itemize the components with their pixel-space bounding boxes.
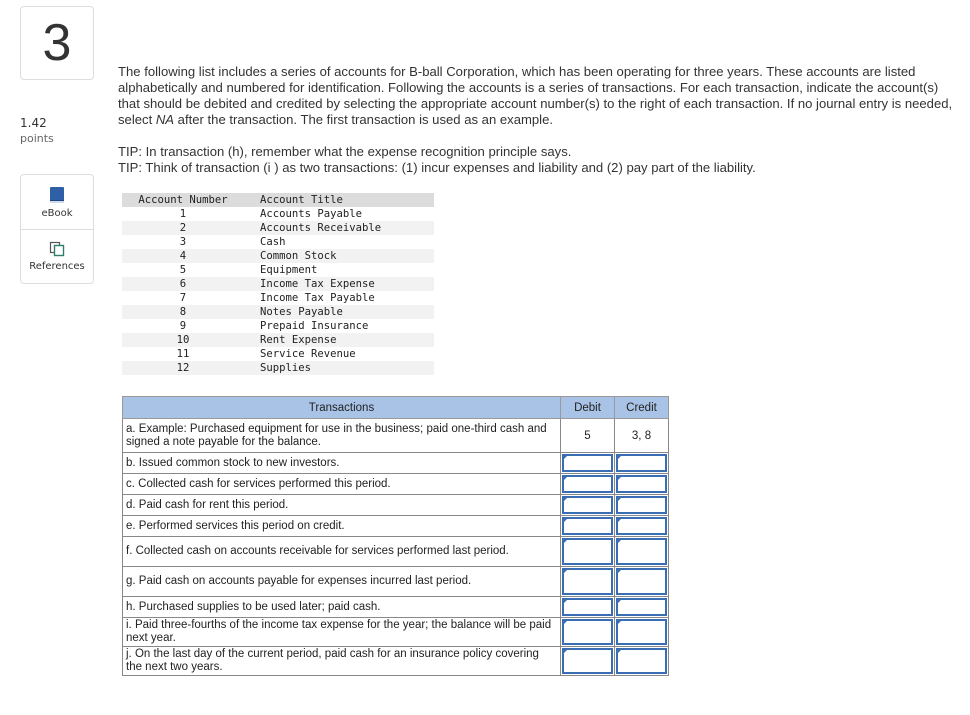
credit-select-h[interactable] (616, 598, 667, 616)
credit-cell (615, 495, 669, 516)
account-title: Income Tax Expense (254, 277, 434, 291)
account-title: Rent Expense (254, 333, 434, 347)
account-number: 1 (179, 208, 187, 220)
debit-cell (561, 618, 615, 647)
account-number: 7 (179, 292, 187, 304)
credit-select-b[interactable] (616, 454, 667, 472)
credit-cell (615, 537, 669, 567)
debit-select-h[interactable] (562, 598, 613, 616)
account-title-header: Account Title (254, 193, 434, 207)
points-label: points (20, 132, 54, 145)
debit-cell (561, 453, 615, 474)
account-row (122, 333, 434, 347)
transaction-text: d. Paid cash for rent this period. (123, 495, 561, 516)
debit-cell (561, 474, 615, 495)
instructions-na: NA (155, 112, 175, 127)
credit-cell (615, 516, 669, 537)
account-title: Service Revenue (260, 348, 356, 360)
transaction-text: b. Issued common stock to new investors. (123, 453, 561, 474)
transaction-row-j (123, 647, 669, 676)
credit-select-j[interactable] (616, 648, 667, 674)
transactions-header: Transactions (123, 397, 561, 419)
account-row (122, 249, 434, 263)
credit-cell (615, 453, 669, 474)
transaction-row-c (123, 474, 669, 495)
credit-cell (615, 597, 669, 618)
transaction-text: c. Collected cash for services performed this period. (123, 474, 561, 495)
account-row (122, 305, 434, 319)
account-title: Income Tax Payable (260, 292, 375, 304)
account-number-header: Account Number (122, 193, 254, 207)
debit-select-c[interactable] (562, 475, 613, 493)
account-number: 8 (122, 305, 254, 319)
debit-cell (561, 647, 615, 676)
account-number: 9 (179, 320, 187, 332)
account-number: 12 (122, 361, 254, 375)
example-debit: 5 (561, 419, 615, 453)
instructions-text-2: after the transaction. The first transaction is used as an example. (174, 112, 553, 127)
transaction-row-d (123, 495, 669, 516)
debit-select-g[interactable] (562, 568, 613, 595)
tips-block (118, 144, 958, 176)
credit-header: Credit (615, 397, 669, 419)
credit-cell (615, 474, 669, 495)
account-row (122, 263, 434, 277)
example-row (123, 419, 669, 453)
account-title: Notes Payable (254, 305, 434, 319)
account-number: 6 (122, 277, 254, 291)
debit-select-b[interactable] (562, 454, 613, 472)
account-number: 2 (122, 221, 254, 235)
credit-cell (615, 567, 669, 597)
transaction-row-h (123, 597, 669, 618)
account-number: 4 (122, 249, 254, 263)
account-row (122, 277, 434, 291)
credit-select-e[interactable] (616, 517, 667, 535)
account-row (122, 291, 434, 305)
example-text: a. Example: Purchased equipment for use in the business; paid one-third cash and signed a note payable for the balance. (123, 419, 561, 453)
references-icon (49, 241, 65, 257)
ebook-label: eBook (41, 207, 73, 219)
accounts-table (122, 193, 434, 375)
debit-cell (561, 537, 615, 567)
debit-cell (561, 567, 615, 597)
transaction-row-g (123, 567, 669, 597)
account-title: Common Stock (254, 249, 434, 263)
credit-select-d[interactable] (616, 496, 667, 514)
transaction-row-e (123, 516, 669, 537)
points-value: 1.42 (20, 116, 47, 130)
tip-2: TIP: Think of transaction (i ) as two transactions: (1) incur expenses and liability and (2) pay part of the liability. (118, 160, 756, 175)
tip-1: TIP: In transaction (h), remember what the expense recognition principle says. (118, 144, 572, 159)
book-icon (49, 186, 65, 204)
transaction-text: e. Performed services this period on credit. (123, 516, 561, 537)
debit-select-j[interactable] (562, 648, 613, 674)
account-row (122, 361, 434, 375)
credit-select-c[interactable] (616, 475, 667, 493)
credit-select-f[interactable] (616, 538, 667, 565)
debit-cell (561, 597, 615, 618)
credit-select-i[interactable] (616, 619, 667, 645)
question-instructions (118, 64, 958, 128)
debit-select-f[interactable] (562, 538, 613, 565)
transaction-row-f (123, 537, 669, 567)
side-tools-panel (20, 174, 94, 284)
transaction-text: j. On the last day of the current period, paid cash for an insurance policy covering the next two years. (123, 647, 561, 676)
transaction-text: h. Purchased supplies to be used later; paid cash. (123, 597, 561, 618)
debit-select-e[interactable] (562, 517, 613, 535)
transaction-row-i (123, 618, 669, 647)
account-row (122, 347, 434, 361)
account-number: 3 (179, 236, 187, 248)
account-title: Accounts Payable (260, 208, 363, 220)
account-number: 10 (122, 333, 254, 347)
transaction-text: g. Paid cash on accounts payable for expenses incurred last period. (123, 567, 561, 597)
transaction-text: f. Collected cash on accounts receivable for services performed last period. (123, 537, 561, 567)
instructions-text-1: The following list includes a series of accounts for B-ball Corporation, which has been operating for three years. These accounts are listed alphabetically and numbered for identification. Following the accounts is a series of transactions. For each transaction, indicate the account(s) that should be debited and credited by selecting the appropriate account number(s) to the right of each transaction. If no journal entry is needed, select (118, 64, 953, 127)
account-number: 11 (176, 348, 190, 360)
credit-cell (615, 647, 669, 676)
example-credit: 3, 8 (615, 419, 669, 453)
question-number: 3 (20, 6, 94, 80)
transaction-text: i. Paid three-fourths of the income tax expense for the year; the balance will be paid next year. (123, 618, 561, 647)
references-label: References (29, 261, 85, 272)
debit-cell (561, 516, 615, 537)
debit-select-i[interactable] (562, 619, 613, 645)
account-number: 5 (179, 264, 187, 276)
account-title: Equipment (260, 264, 318, 276)
account-row (122, 319, 434, 333)
account-title: Prepaid Insurance (260, 320, 369, 332)
transactions-table (122, 396, 669, 676)
credit-select-g[interactable] (616, 568, 667, 595)
account-row (122, 235, 434, 249)
account-row (122, 221, 434, 235)
transaction-row-b (123, 453, 669, 474)
debit-header: Debit (561, 397, 615, 419)
account-title: Accounts Receivable (254, 221, 434, 235)
account-row (122, 207, 434, 221)
references-button[interactable] (21, 229, 93, 283)
ebook-button[interactable] (21, 175, 93, 229)
credit-cell (615, 618, 669, 647)
account-title: Supplies (254, 361, 434, 375)
debit-select-d[interactable] (562, 496, 613, 514)
account-title: Cash (260, 236, 286, 248)
debit-cell (561, 495, 615, 516)
